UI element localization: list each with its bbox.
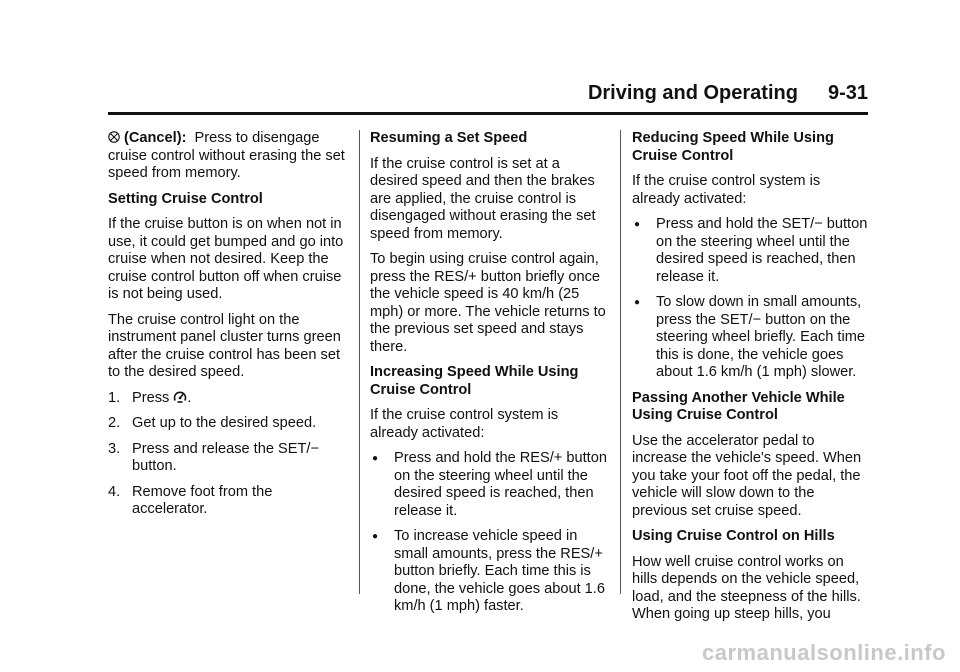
bullet-text: To increase vehicle speed in small amounts, press the RES/+ button briefly. Each time this is done, the vehicle goes about 1.6 km/h (1 mph) faster. — [394, 528, 605, 614]
setting-heading: Setting Cruise Control — [108, 190, 263, 207]
cancel-x-circle-icon — [108, 131, 120, 143]
increase-paragraph-1: If the cruise control system is already activated: — [370, 407, 559, 441]
column-divider — [359, 130, 360, 594]
reduce-paragraph-1: If the cruise control system is already activated: — [632, 173, 821, 207]
bullet-icon: ● — [372, 453, 379, 464]
hills-paragraph-1: How well cruise control works on hills depends on the vehicle speed, load, and the steepness of the hills. When going up steep hills, you — [632, 553, 861, 622]
bullet-item — [632, 294, 872, 382]
hills-heading: Using Cruise Control on Hills — [632, 528, 835, 544]
passing-paragraph-1: Use the accelerator pedal to increase the vehicle's speed. When you take your foot off the pedal, the vehicle will slow down to the previous set cruise speed. — [632, 432, 862, 519]
bullet-text: Press and hold the RES/+ button on the steering wheel until the desired speed is reached, then release it. — [394, 450, 607, 519]
reduce-heading: Reducing Speed While Using Cruise Control — [632, 130, 834, 164]
setting-paragraph-1: If the cruise button is on when not in use, it could get bumped and go into cruise when not desired. Keep the cruise control button off when cruise is not being used. — [108, 216, 344, 302]
resume-paragraph-2: To begin using cruise control again, press the RES/+ button briefly once the vehicle speed is 40 km/h (25 mph) or more. The vehicle returns to the previous set speed and stays there. — [370, 251, 606, 355]
step-number: 1. — [108, 389, 121, 406]
page-number: 9-31 — [827, 82, 868, 104]
step-text-after-icon: . — [187, 389, 192, 406]
step-number: 3. — [108, 440, 121, 457]
bullet-item — [370, 528, 610, 616]
cancel-text: Press to disengage cruise control without erasing the set speed from memory. — [108, 130, 345, 181]
passing-heading: Passing Another Vehicle While Using Cruise Control — [632, 389, 845, 423]
cancel-label: (Cancel): — [124, 130, 187, 146]
cruise-control-speedometer-icon — [173, 390, 187, 404]
step-3 — [108, 441, 350, 476]
header-rule — [108, 112, 868, 115]
bullet-icon: ● — [634, 297, 641, 308]
step-1 — [108, 390, 350, 408]
step-number: 4. — [108, 483, 121, 500]
resume-paragraph-1: If the cruise control is set at a desired speed and then the brakes are applied, the cruise control is disengaged without erasing the set speed from memory. — [370, 155, 596, 242]
step-text-before-icon: Press — [132, 389, 174, 406]
bullet-item — [632, 216, 872, 286]
increase-heading: Increasing Speed While Using Cruise Control — [370, 364, 579, 398]
setting-paragraph-2: The cruise control light on the instrument panel cluster turns green after the cruise control has been set to the desired speed. — [108, 311, 341, 380]
page-header — [108, 82, 868, 104]
bullet-text: To slow down in small amounts, press the SET/− button on the steering wheel briefly. Each time this is done, the vehicle goes about 1.6 km/h (1 mph) slower. — [656, 294, 866, 380]
resume-heading: Resuming a Set Speed — [370, 130, 528, 146]
step-text: Press and release the SET/− button. — [132, 440, 319, 474]
bullet-text: Press and hold the SET/− button on the steering wheel until the desired speed is reached, then release it. — [656, 216, 868, 285]
column-3 — [632, 130, 872, 632]
step-2 — [108, 415, 350, 433]
step-number: 2. — [108, 415, 121, 431]
step-text — [132, 390, 191, 408]
watermark: carmanualsonline.info — [702, 640, 946, 665]
column-1 — [108, 130, 350, 527]
step-text: Remove foot from the accelerator. — [132, 483, 273, 517]
section-title: Driving and Operating — [587, 82, 798, 104]
column-2 — [370, 130, 610, 624]
bullet-icon: ● — [634, 219, 641, 230]
bullet-item — [370, 450, 610, 520]
step-text: Get up to the desired speed. — [132, 415, 317, 431]
column-divider — [620, 130, 621, 594]
cancel-paragraph — [108, 130, 350, 183]
step-4 — [108, 484, 350, 519]
bullet-icon: ● — [372, 531, 379, 542]
